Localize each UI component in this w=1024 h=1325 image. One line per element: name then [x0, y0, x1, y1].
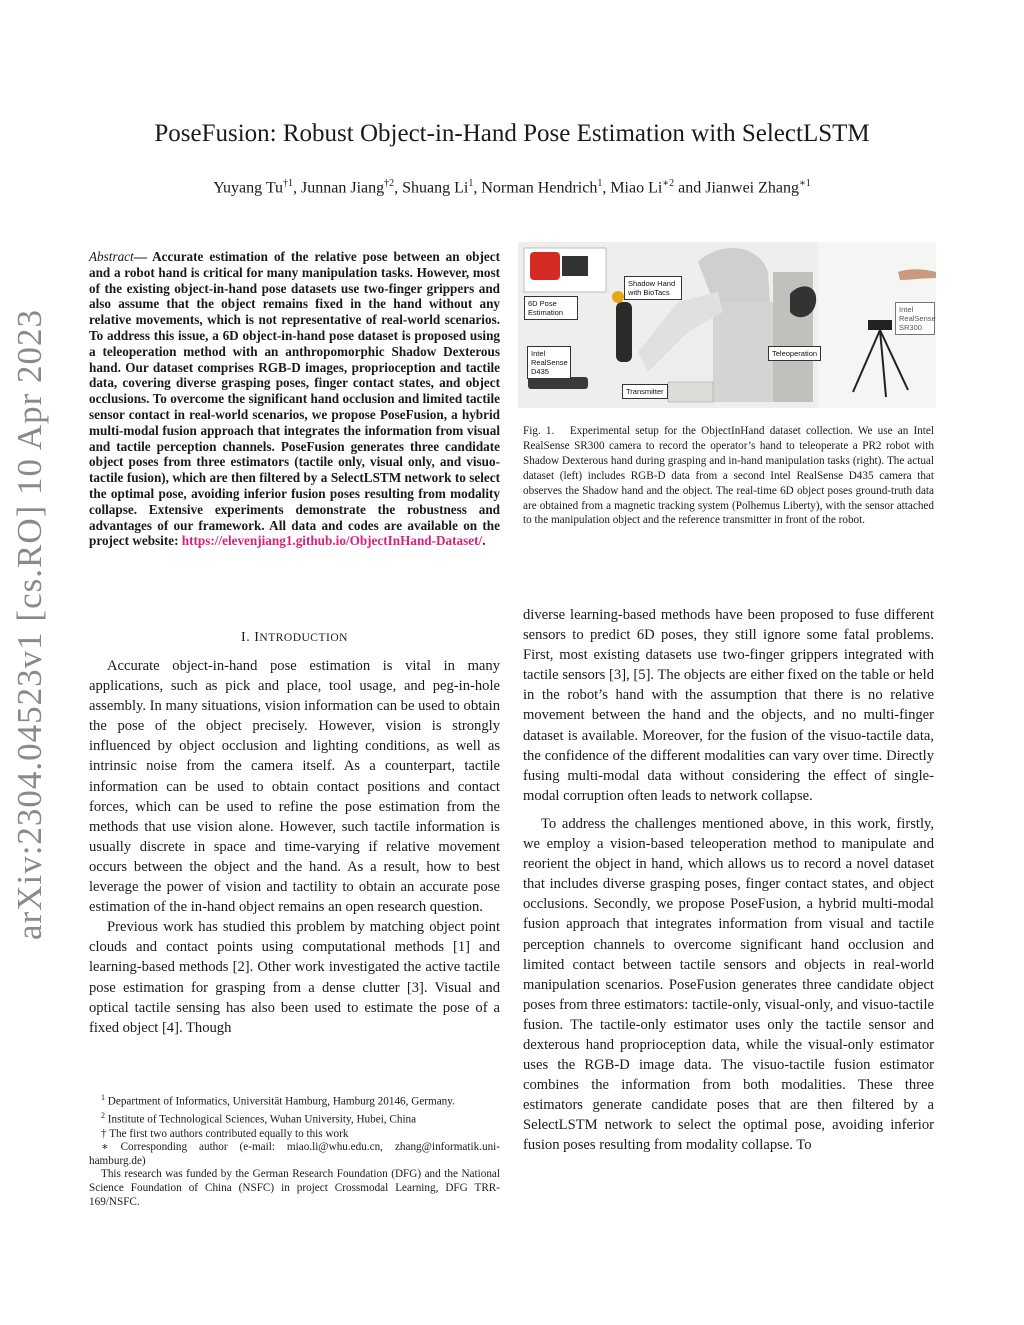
project-website-link[interactable]: https://elevenjiang1.github.io/ObjectInHand-Dataset/ [181, 533, 483, 549]
author-name: Jianwei Zhang [705, 179, 799, 197]
right-column-text [523, 605, 934, 1164]
label-shadow-hand: Shadow Hand with BioTacs [624, 276, 682, 300]
paragraph: diverse learning-based methods have been proposed to fuse different sensors to predict 6D poses, they still ignore some fatal problems. First, most existing datasets use two-finger grippers integrated with tactile sensors [3], [5]. The objects are either fixed on the table or held in the robot’s hand with the assumption that there is no relative movement between the hand and the objects, and no multi-finger dataset is available. Moreover, for the fusion of the visuo-tactile data, the confidence of the different modalities can vary over time. Directly fusing multi-modal data without considering the effect of single-modal corruption often leads to network collapse. [523, 607, 934, 804]
footnote-corresponding-author: ∗ Corresponding author (e-mail: miao.li@whu.edu.cn, zhang@informatik.uni-hamburg.de) [89, 1141, 500, 1167]
label-intel-d435: Intel RealSense D435 [527, 346, 571, 379]
author-affiliation: †1 [283, 178, 294, 189]
label-transmitter: Transmitter [622, 384, 668, 399]
author-list [0, 178, 1024, 197]
author-name: Miao Li [610, 179, 663, 197]
arxiv-identifier: arXiv:2304.04523v1 [cs.RO] 10 Apr 2023 [10, 308, 49, 940]
introduction-text [89, 656, 500, 1038]
author-name: Norman Hendrich [481, 179, 598, 197]
author-affiliation: †2 [384, 178, 395, 189]
footnote-affiliation-2 [89, 1109, 500, 1127]
paragraph: Previous work has studied this problem by matching object point clouds and contact points using computational methods [1] and learning-based methods [2]. Other work investigated the active tactile pose estimation for grasping from a dense clutter [3]. Visual and optical tactile sensing has also been used to estimate the pose of a fixed object [4]. Though [89, 919, 500, 1036]
abstract-text: Accurate estimation of the relative pose between an object and a robot hand is critical for many manipulation tasks. However, most of the existing object-in-hand pose datasets use two-finger grippers and also assume that the object remains fixed in the hand without any relative movements, which is not representative of real-world scenarios. To address this issue, a 6D object-in-hand pose dataset is proposed using a teleoperation method with an anthropomorphic Shadow Dexterous hand. Our dataset comprises RGB-D images, proprioception and tactile data, covering diverse grasping poses, finger contact states, and object occlusions. To overcome the significant hand occlusion and limited tactile sensor contact in real-world scenarios, we propose PoseFusion, a hybrid multi-modal fusion approach that integrates the information from visual and tactile perception channels. PoseFusion generates three candidate object poses from three estimators (tactile only, visual only, and visuo-tactile fusion), which are then filtered by a SelectLSTM network to select the optimal pose, avoiding inferior fusion poses resulting from modality collapse. Extensive experiments demonstrate the robustness and advantages of our framework. All data and codes are available on the project website: [89, 249, 500, 549]
label-6d-pose-estimation: 6D Pose Estimation [524, 296, 578, 320]
section-heading-introduction [89, 630, 500, 646]
caption-label: Fig. 1. [523, 425, 555, 437]
author-separator: , [602, 179, 611, 197]
author-affiliation: ∗2 [662, 178, 675, 189]
author-affiliation: 1 [468, 178, 474, 189]
footnote-marker: 2 [101, 1111, 105, 1121]
footnote-marker: 1 [101, 1093, 105, 1102]
abstract-end: . [482, 533, 486, 549]
footnote-equal-contribution: † The first two authors contributed equally to this work [101, 1127, 349, 1140]
author-separator: and [674, 179, 706, 197]
author-separator: , [293, 179, 302, 197]
footnote-text: Institute of Technological Sciences, Wuhan University, Hubei, China [105, 1114, 417, 1127]
footnotes [89, 1091, 500, 1209]
section-title-rest: NTRODUCTION [259, 632, 348, 644]
author-separator: , [394, 179, 403, 197]
footnote-funding: This research was funded by the German Research Foundation (DFG) and the National Science Foundation of China (NSFC) in project Crossmodal Learning, DFG TRR-169/NSFC. [89, 1168, 500, 1208]
footnote-text: Department of Informatics, Universität Hamburg, Hamburg 20146, Germany. [105, 1095, 455, 1108]
caption-text: Experimental setup for the ObjectInHand dataset collection. We use an Intel RealSense SR300 camera to record the operator’s hand to teleoperate a PR2 robot with Shadow Dexterous hand during grasping and in-hand manipulation tasks (right). The actual dataset (left) includes RGB-D data from a second Intel RealSense D435 camera that observes the Shadow hand and the object. The real-time 6D object poses ground-truth data are obtained from a magnetic tracking system (Polhemus Liberty), with the sensor attached to the manipulation object and the reference transmitter in front of the robot. [523, 425, 934, 527]
paragraph: To address the challenges mentioned above, in this work, firstly, we employ a vision-based teleoperation method to manipulate and reorient the object in hand, which allows us to record a novel dataset that includes diverse grasping poses, finger contact states, and object occlusions. Secondly, we propose PoseFusion, a hybrid multi-modal fusion approach that integrates information from visual and tactile perception channels to overcome significant hand occlusion and limited contact between tactile sensors and objects in real-world manipulation scenarios. PoseFusion generates three candidate object poses from three estimators: tactile-only, visual-only, and visuo-tactile fusion. The tactile-only estimator uses only the tactile sensor and dexterous hand proprioception data, while the visual-only estimator uses the RGB-D image data. The visuo-tactile fusion estimator combines the information from both modalities. These three estimators generate candidate poses that are then filtered by a SelectLSTM network to select the optimal pose, avoiding inferior fusion poses resulting from modality collapse. To [523, 815, 934, 1154]
label-teleoperation: Teleoperation [768, 346, 821, 361]
author-affiliation: ∗1 [798, 178, 811, 189]
abstract-label: Abstract [89, 249, 134, 264]
paragraph: Accurate object-in-hand pose estimation is vital in many applications, such as pick and place, tool usage, and peg-in-hole assembly. In many situations, vision information can be used to obtain the pose of the object precisely. However, vision is strongly influenced by object occlusion and lighting conditions, as well as intrinsic noise from the camera itself. As a counterpart, tactile information can be used to obtain contact positions and contact forces, which can be used to refine the pose estimation from the methods that use vision alone. However, such tactile information is usually discrete in space and time-varying if relative movement occurs between the object and the hand. As a result, how to best leverage the power of vision and tactility to obtain an accurate pose estimation of the in-hand object remains an open research question. [89, 658, 500, 916]
section-title-initial: I [254, 630, 260, 645]
setup-photo-illustration [518, 242, 936, 408]
author-name: Shuang Li [402, 179, 469, 197]
abstract [89, 249, 500, 549]
author-affiliation: 1 [597, 178, 603, 189]
experimental-setup-figure [518, 242, 936, 408]
author-name: Yuyang Tu [213, 179, 284, 197]
footnote-affiliation-1 [89, 1091, 500, 1109]
paper-title: PoseFusion: Robust Object-in-Hand Pose Estimation with SelectLSTM [154, 120, 870, 147]
author-name: Junnan Jiang [301, 179, 385, 197]
figure-caption [523, 424, 934, 528]
section-number: I. [241, 630, 255, 645]
label-intel-sr300: Intel RealSense SR300 [895, 302, 935, 335]
author-separator: , [473, 179, 482, 197]
abstract-dash: — [133, 249, 147, 264]
